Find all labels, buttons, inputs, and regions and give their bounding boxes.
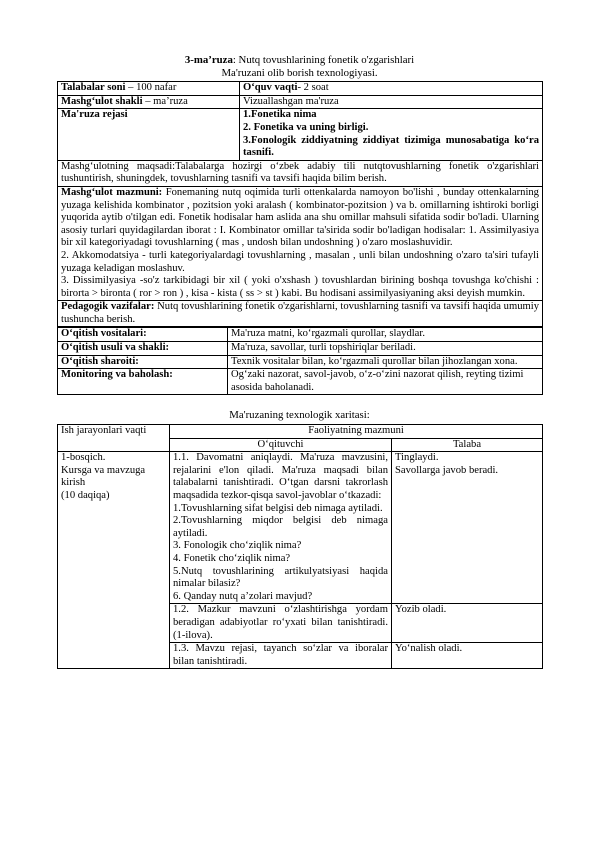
question-item: 2.Tovushlarning miqdor belgisi deb nimaga aytiladi.: [173, 515, 388, 539]
document-page: [57, 50, 542, 669]
plan-item: 2. Fonetika va uning birligi.: [243, 121, 369, 133]
map-title-end: asi:: [354, 409, 370, 422]
table-row: [58, 328, 543, 342]
plan-label: Ma'ruza rejasi: [58, 109, 240, 160]
content-header: Faoliyatning mazmuni: [170, 425, 543, 439]
stage-header: Ish jarayonlari vaqti: [58, 425, 170, 452]
table-row: [58, 301, 543, 327]
lecture-subtitle: Ma'ruzani olib borish texnologiyasi.: [221, 66, 378, 79]
stage-name: 1-bosqich.: [61, 452, 106, 464]
table-row: [58, 82, 543, 96]
conditions-value: Texnik vositalar bilan, ko‘rgazmali qurollar bilan jihozlangan xona.: [228, 355, 543, 369]
method-value: Ma'ruza, savollar, turli topshiriqlar beriladi.: [228, 342, 543, 356]
content-paragraph: 3. Dissimilyasiya -so'z tarkibidagi bir xil ( yoki o'xshash ) tovushlardan birining boshqa tovushga ko'chishi : birorta > bironta ( ror > ron ) , kisa - kista ( ss > st ) kabi. Bu hodisani assimilyasiyaning aksi deyish mumkin.: [61, 275, 539, 299]
question-item: 6. Qanday nutq a’zolari mavjud?: [173, 590, 313, 602]
question-item: 4. Fonetik cho‘ziqlik nima?: [173, 552, 291, 564]
table-row: [58, 369, 543, 395]
content-label: Mashg‘ulot mazmuni:: [61, 186, 163, 198]
plan-cell: [240, 109, 543, 160]
students-cell: [58, 82, 240, 96]
method-label: O‘qitish usuli va shakli:: [58, 342, 228, 356]
student-cell: Yozib oladi.: [392, 604, 543, 643]
time-label: O‘quv vaqti: [243, 82, 298, 94]
form-cell: [58, 95, 240, 109]
tools-label: O‘qitish vositalari:: [58, 328, 228, 342]
form-label: Mashg‘ulot shakli: [61, 95, 143, 107]
table-row: [58, 342, 543, 356]
student-text: Savollarga javob beradi.: [395, 464, 499, 476]
info-table: [57, 81, 543, 327]
table-row: [58, 109, 543, 160]
monitoring-label: Monitoring va baholash:: [58, 369, 228, 395]
teacher-cell: 1.3. Mavzu rejasi, tayanch so‘zlar va iboralar bilan tanishtiradi.: [170, 643, 392, 669]
stage-desc: Kursga va mavzuga kirish: [61, 464, 146, 489]
time-cell: [240, 82, 543, 96]
table-row: [58, 355, 543, 369]
question-item: 1.Tovushlarning sifat belgisi deb nimaga aytiladi.: [173, 502, 383, 514]
plan-item: 3.Fonologik ziddiyatning ziddiyat tizimiga munosabatiga ko‘ra tasnifi.: [243, 134, 539, 159]
teacher-header: O‘qituvchi: [170, 438, 392, 452]
monitoring-value: Og‘zaki nazorat, savol-javob, o‘z-o‘zini nazorat qilish, reyting tizimi asosida baholanadi.: [228, 369, 543, 395]
form-type: Vizuallashgan ma'ruza: [240, 95, 543, 109]
map-title: [57, 409, 542, 422]
student-text: Tinglaydi.: [395, 452, 439, 464]
content-cell: [58, 186, 543, 300]
tasks-text: Nutq tovushlarining fonetik o'zgarishlarni, tovushlarning tasnifi va tavsifi haqida umumiy tushuncha berish.: [61, 301, 539, 325]
stage-duration: (10 daqiqa): [61, 490, 110, 501]
stage-cell: [58, 452, 170, 669]
plan-item: 1.Fonetika nima: [243, 109, 317, 121]
tools-value: Ma'ruza matni, ko‘rgazmali qurollar, slaydlar.: [228, 328, 543, 342]
time-value: - 2 soat: [297, 82, 329, 94]
map-title-main: Ma'ruzaning texnologik xarit: [229, 409, 355, 422]
students-value: – 100 nafar: [125, 82, 177, 94]
table-row: [58, 186, 543, 300]
teacher-text: 1.1. Davomatni aniqlaydi. Ma'ruza mavzusini, rejalarini e'lon qiladi. Ma'ruza maqsadi bilan talabalarni tanishtiradi. O‘tgan darsni takrorlash maqsadida tezkor-qisqa savol-javoblar o‘tkazadi:: [173, 452, 388, 501]
conditions-label: O‘qitish sharoiti:: [58, 355, 228, 369]
question-item: 5.Nutq tovushlarining artikulyatsiyasi haqida nimalar bilasiz?: [173, 565, 388, 590]
lecture-title: [57, 54, 542, 67]
technology-map-table: [57, 424, 543, 669]
students-label: Talabalar soni: [61, 82, 126, 94]
info-table-lower: [57, 327, 543, 395]
table-row: [58, 452, 543, 604]
content-paragraph: 2. Akkomodatsiya - turli kategoriyalardagi tovushlarning , masalan , unli bilan undoshning o'zaro ta'siri tufayli yuzaga keladigan moslashuv.: [61, 249, 539, 274]
goal-text: Mashg‘ulotning maqsadi:Talabalarga hozirgi o‘zbek adabiy tili nutqtovushlarning fonetik o'zgarishlari tushuntirish, shuningdek, tovushlarning tasnifi va tavsifi haqida bilim berish.: [58, 160, 543, 186]
lecture-number: 3-ma’ruza: [184, 54, 233, 66]
table-row: [58, 95, 543, 109]
student-cell: Yo‘nalish oladi.: [392, 643, 543, 669]
question-item: 3. Fonologik cho‘ziqlik nima?: [173, 540, 302, 552]
teacher-cell: 1.2. Mazkur mavzuni o‘zlashtirishga yordam beradigan adabiyotlar ro‘yxati bilan tanishtiradi. (1-ilova).: [170, 604, 392, 643]
form-value: – ma’ruza: [142, 95, 188, 107]
tasks-cell: [58, 301, 543, 327]
table-row: [58, 425, 543, 439]
content-paragraph: Fonemaning nutq oqimida turli ottenkalarda namoyon bo'lishi , bunday ottenkalarning yuzaga kelishida kombinator , pozitsion yoki aralash ( kombinator-pozitsion ) va b. omillarning ishtiroki borligi yuqorida aytib o'tilgan edi. Fonetik hodisalar ham aslida ana shu omillar mahsuli sifatida sodir bo'ladi. Ularning asosiy turlari quyidagilardan iborat : I. Kombinator omillar ta'sirida sodir bo'ladigan hodisalar: 1. Assimilyasiya bir xil kategoriyadagi tovushlarning ( mas , undosh bilan undoshning ) o'zaro moslashuvidir.: [61, 186, 539, 249]
table-row: [58, 160, 543, 186]
student-header: Talaba: [392, 438, 543, 452]
student-cell: [392, 452, 543, 604]
lecture-topic: : Nutq tovushlarining fonetik o'zgarishlari: [232, 54, 415, 66]
teacher-cell: [170, 452, 392, 604]
tasks-label: Pedagogik vazifalar:: [61, 301, 155, 313]
